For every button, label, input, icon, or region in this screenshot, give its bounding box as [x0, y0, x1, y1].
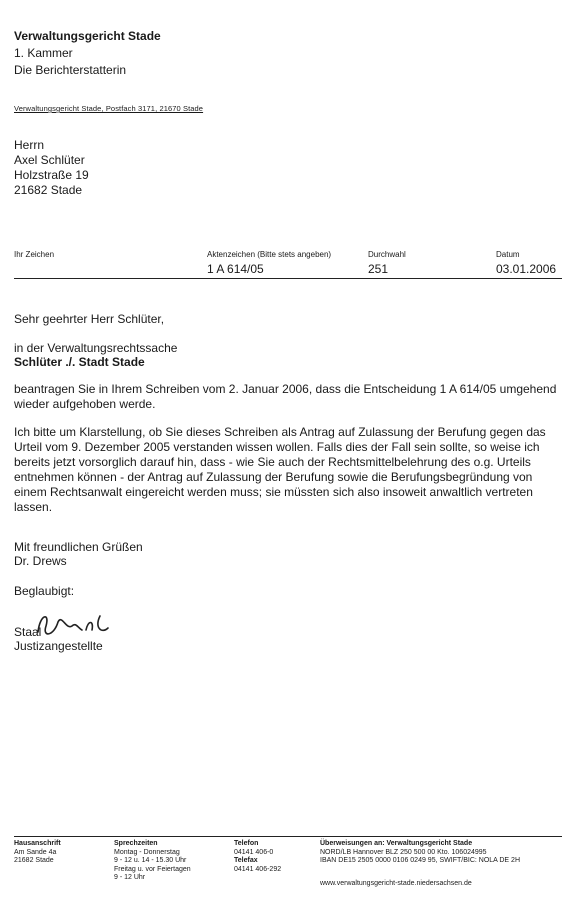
footer-divider [14, 836, 562, 837]
file-no-value: 1 A 614/05 [207, 262, 264, 276]
paragraph-2: Ich bitte um Klarstellung, ob Sie dieses Schreiben als Antrag auf Zulassung der Berufung gegen das Urteil vom 9. Dezember 2005 verstanden wissen wollen. Falls dies der Fall sein sollte, so weise ich bereits jetzt vorsorglich darauf hin, dass - wie Sie auch der Rechtsmittelbelehrung des o.g. Urteils entnehmen können - der Antrag auf Zulassung der Berufung sowie die Berufungsbegründung von einem Rechtsanwalt eingereicht werden muss; sie müssten sich also insoweit anwaltlich vertreten lassen. [14, 425, 546, 514]
footer-address [14, 840, 104, 866]
recipient-street: Holzstraße 19 [14, 168, 89, 182]
footer-bank-line2: IBAN DE15 2505 0000 0106 0249 95, SWIFT/BIC: NOLA DE 2H [320, 857, 520, 864]
matter-title: Schlüter ./. Stadt Stade [14, 355, 145, 369]
chamber: 1. Kammer [14, 46, 73, 60]
footer-phone-value: 04141 406-0 [234, 848, 274, 856]
footer-hours-line: 9 - 12 u. 14 - 15.30 Uhr [114, 857, 187, 864]
author-role: Die Berichterstatterin [14, 63, 127, 77]
footer-hours-head: Sprechzeiten [114, 840, 158, 847]
closing: Mit freundlichen Grüßen [14, 540, 143, 554]
footer-hours-line: Montag - Donnerstag [114, 848, 180, 856]
date-label: Datum [496, 250, 520, 259]
extension-label: Durchwahl [368, 250, 406, 259]
date-value: 03.01.2006 [496, 262, 557, 276]
paragraph-1-wrap [14, 382, 560, 412]
return-address: Verwaltungsgericht Stade, Postfach 3171, 21670 Stade [14, 104, 204, 113]
footer-fax-value: 04141 406-292 [234, 865, 282, 873]
court-name: Verwaltungsgericht Stade [14, 29, 161, 43]
your-ref-label: Ihr Zeichen [14, 250, 55, 259]
footer-address-line: Am Sande 4a [14, 848, 57, 856]
paragraph-2-wrap [14, 425, 559, 515]
footer-website[interactable]: www.verwaltungsgericht-stade.niedersachsen.de [320, 880, 472, 887]
recipient-city: 21682 Stade [14, 183, 83, 197]
extension-value: 251 [368, 262, 389, 276]
recipient-name: Axel Schlüter [14, 153, 85, 167]
paragraph-1: beantragen Sie in Ihrem Schreiben vom 2. Januar 2006, dass die Entscheidung 1 A 614/05 umgehend wieder aufgehoben werde. [14, 382, 557, 411]
footer-phone-head: Telefon [234, 840, 259, 847]
footer-bank [320, 840, 565, 866]
greeting: Sehr geehrter Herr Schlüter, [14, 312, 165, 326]
footer-address-line: 21682 Stade [14, 857, 54, 864]
clerk-name: Staal [14, 625, 42, 639]
footer-hours-line: 9 - 12 Uhr [114, 874, 146, 881]
footer-bank-line1: NORD/LB Hannover BLZ 250 500 00 Kto. 106024995 [320, 848, 487, 856]
reference-divider [14, 278, 562, 279]
recipient-block [14, 138, 89, 198]
footer-bank-head: Überweisungen an: Verwaltungsgericht Stade [320, 840, 473, 847]
footer-hours-line: Freitag u. vor Feiertagen [114, 865, 191, 873]
clerk-title: Justizangestellte [14, 639, 103, 653]
footer-address-head: Hausanschrift [14, 840, 61, 847]
sender-block [14, 28, 161, 79]
footer-phone [234, 840, 314, 874]
file-no-label: Aktenzeichen (Bitte stets angeben) [207, 250, 332, 259]
signer: Dr. Drews [14, 554, 67, 568]
certified-label: Beglaubigt: [14, 584, 75, 598]
footer-hours [114, 840, 229, 883]
matter-intro: in der Verwaltungsrechtssache [14, 341, 178, 355]
recipient-salutation: Herrn [14, 138, 45, 152]
footer-fax-head: Telefax [234, 857, 258, 864]
